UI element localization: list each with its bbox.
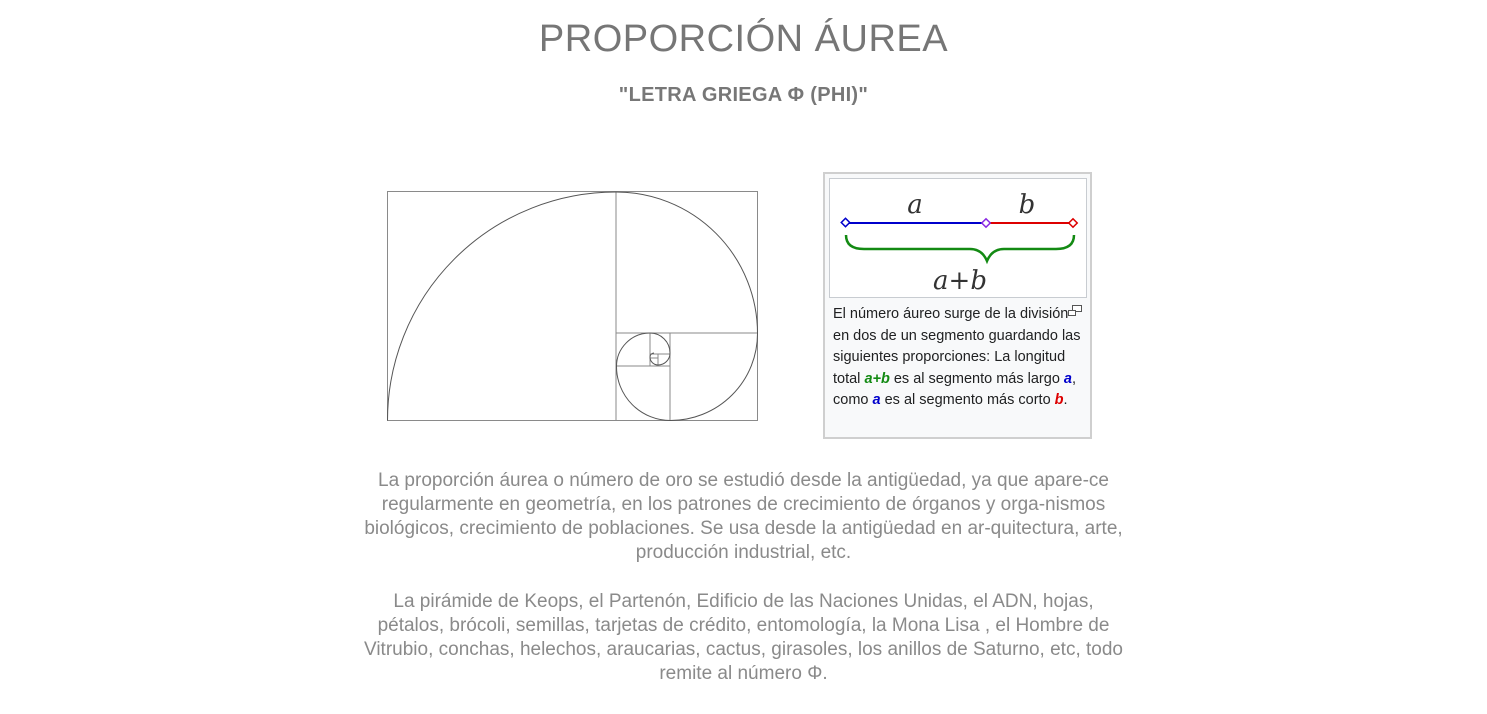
- page-subtitle: "LETRA GRIEGA Φ (PHI)": [618, 84, 869, 106]
- caption-ab: a+b: [864, 370, 890, 387]
- paragraph-examples: La pirámide de Keops, el Partenón, Edificio de las Naciones Unidas, el ADN, hojas, pétalos, brócoli, semillas, tarjetas de crédito, entomología, la Mona Lisa , el Hombre de Vitrubio, conchas, helechos, araucarias, cactus, girasoles, los anillos de Saturno, etc, todo remite al número Φ.: [363, 591, 1124, 684]
- caption-text: es al segmento más corto: [880, 392, 1055, 408]
- sum-brace: [846, 235, 1074, 261]
- endpoint-right: [1069, 219, 1077, 227]
- segment-figure: [829, 178, 1087, 298]
- caption-text: .: [1063, 392, 1068, 408]
- golden-spiral-diagram: [385, 190, 760, 424]
- page-title: PROPORCIÓN ÁUREA: [538, 18, 949, 60]
- label-a: a: [907, 190, 923, 220]
- caption-text: es al segmento más largo: [889, 370, 1064, 387]
- label-sum: a+b: [933, 266, 987, 296]
- caption-a: a: [1063, 370, 1072, 387]
- caption-a: a: [872, 392, 881, 408]
- caption-b: b: [1054, 392, 1064, 408]
- caption-text: El número áureo surge de la división en dos de un segmento guardando las siguientes proporciones: La longitud total: [833, 306, 1081, 387]
- label-b: b: [1018, 190, 1036, 220]
- golden-ratio-infobox: [823, 172, 1092, 439]
- endpoint-middle: [982, 219, 990, 227]
- endpoint-left: [841, 218, 849, 226]
- paragraph-history: La proporción áurea o número de oro se estudió desde la antigüedad, ya que apare-ce regularmente en geometría, en los patrones de crecimiento de órganos y orga-nismos biológicos, crecimiento de poblaciones. Se usa desde la antigüedad en ar-quitectura, arte, producción industrial, etc.: [364, 470, 1123, 563]
- infobox-caption: [833, 304, 1087, 412]
- caption-text: , como: [833, 370, 1077, 408]
